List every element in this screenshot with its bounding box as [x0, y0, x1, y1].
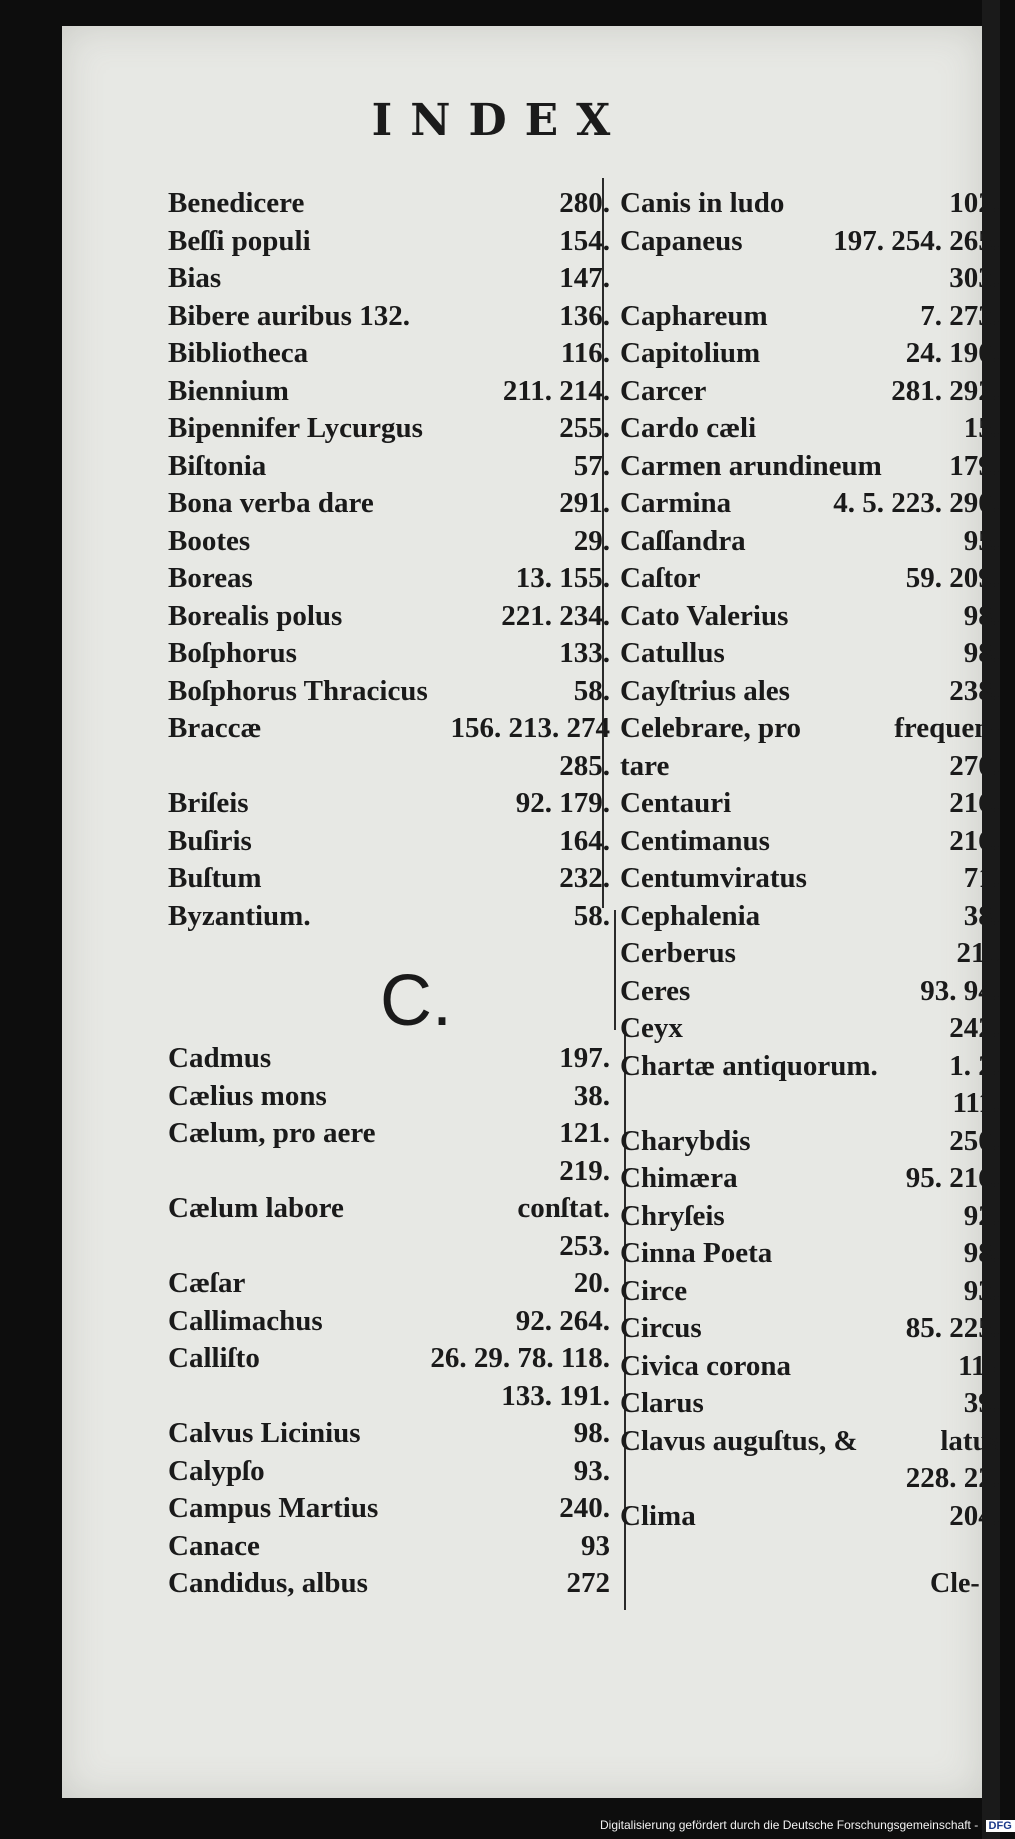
index-pages: 111.: [952, 1087, 1000, 1119]
page-title: INDEX: [371, 95, 629, 146]
index-entry: [620, 973, 1000, 1011]
index-entry: [620, 1348, 1000, 1386]
index-pages: conſtat.: [517, 1192, 610, 1224]
index-entry: [620, 185, 1000, 223]
index-entry: [168, 1153, 610, 1191]
index-entry: [168, 1265, 610, 1303]
index-pages: 4. 5. 223. 290.: [833, 487, 1000, 519]
index-entry: [168, 823, 610, 861]
index-term: Caſtor: [620, 562, 701, 594]
index-pages: 7. 273.: [920, 299, 1000, 332]
index-entry: [168, 598, 610, 636]
index-entry: [168, 410, 610, 448]
index-entry: [168, 1528, 610, 1566]
index-entry: [168, 485, 610, 523]
index-term: Calvus Licinius: [168, 1417, 361, 1449]
index-entry: [620, 1085, 1000, 1123]
index-pages: 98.: [963, 637, 1000, 669]
index-term: Chryſeis: [620, 1199, 725, 1232]
index-term: Chartæ antiquorum.: [620, 1049, 878, 1082]
index-pages: 85. 225.: [905, 1312, 1000, 1344]
index-term: Cerberus: [620, 937, 736, 969]
index-term: Carmina: [620, 487, 732, 519]
index-entry: [620, 673, 1000, 711]
index-entry: [620, 710, 1000, 748]
index-pages: 197.: [559, 1042, 610, 1074]
index-term: Centumviratus: [620, 862, 807, 894]
index-pages: 93.: [573, 1454, 610, 1487]
index-pages: 216: [956, 937, 1000, 969]
index-term: Clarus: [620, 1387, 704, 1419]
index-entry: [168, 710, 610, 748]
index-pages: 133. 191.: [501, 1379, 610, 1412]
index-pages: 38.: [573, 1079, 610, 1112]
index-pages: frequen-: [894, 712, 1000, 744]
index-entry: [168, 1190, 610, 1228]
index-term: Cæſar: [168, 1267, 246, 1299]
index-term: Biennium: [168, 374, 289, 407]
index-entry: [168, 373, 610, 411]
index-pages: 102.: [949, 187, 1000, 219]
index-pages: 93: [581, 1529, 610, 1562]
index-term: Civica corona: [620, 1349, 792, 1382]
index-term: Carmen arundineum: [620, 449, 882, 482]
index-term: Cælum, pro aere: [168, 1117, 376, 1149]
index-term: Boreas: [168, 562, 253, 594]
index-pages: 221. 234.: [501, 599, 610, 632]
index-entry: [620, 1198, 1000, 1236]
index-pages: 93. 94.: [920, 974, 1000, 1007]
index-entry: [620, 373, 1000, 411]
index-term: Caſſandra: [620, 524, 746, 557]
index-entry: [620, 560, 1000, 598]
index-pages: 15.: [963, 412, 1000, 444]
section-letter: C.: [380, 961, 452, 1041]
index-pages: 95. 216.: [905, 1162, 1000, 1194]
index-entry: [620, 598, 1000, 636]
index-pages: 92. 179.: [515, 787, 610, 819]
index-pages: 57.: [573, 449, 610, 482]
catchword: Cle-: [930, 1568, 980, 1599]
index-pages: 272: [566, 1567, 610, 1599]
index-pages: 98.: [963, 1237, 1000, 1269]
index-entry: [620, 1498, 1000, 1536]
index-entry: [620, 1010, 1000, 1048]
index-term: Circus: [620, 1312, 702, 1344]
index-term: Chimæra: [620, 1162, 738, 1194]
index-term: Bona verba dare: [168, 487, 374, 519]
index-term: Benedicere: [168, 187, 305, 219]
index-term: Byzantium.: [168, 899, 311, 932]
index-entry: [620, 1423, 1000, 1461]
index-pages: 280.: [559, 187, 610, 219]
index-term: Boſphorus Thracicus: [168, 674, 428, 707]
index-pages: 92.: [963, 1199, 1000, 1232]
index-pages: 179.: [949, 449, 1000, 482]
index-term: Bibliotheca: [168, 337, 309, 369]
index-entry: [168, 785, 610, 823]
index-pages: 1. 2.: [949, 1049, 1000, 1082]
index-entry: [168, 185, 610, 223]
index-term: Callimachus: [168, 1304, 323, 1337]
index-pages: 38.: [963, 899, 1000, 932]
index-pages: 71.: [963, 862, 1000, 894]
index-pages: 228. 22.: [905, 1462, 1000, 1494]
index-pages: 116.: [560, 337, 610, 369]
index-pages: 250.: [949, 1124, 1000, 1157]
footer-text: Digitalisierung gefördert durch die Deutsche Forschungsgemeinschaft -: [600, 1818, 979, 1832]
index-term: Borealis polus: [168, 599, 343, 632]
index-pages: 20.: [573, 1267, 610, 1299]
index-pages: 39.: [963, 1387, 1000, 1419]
index-term: Cato Valerius: [620, 599, 789, 632]
index-pages: 92. 264.: [515, 1304, 610, 1337]
index-entry: [168, 1115, 610, 1153]
index-term: Ceyx: [620, 1012, 683, 1044]
index-pages: 26. 29. 78. 118.: [430, 1342, 610, 1374]
index-entry: [620, 1273, 1000, 1311]
index-entry: [168, 748, 610, 786]
index-term: Bootes: [168, 524, 251, 557]
index-term: Clavus auguſtus, &: [620, 1424, 858, 1457]
index-pages: 147.: [559, 262, 610, 294]
index-term: Cælius mons: [168, 1079, 327, 1112]
index-entry: [168, 1453, 610, 1491]
index-pages: 285.: [559, 749, 610, 782]
index-term: Catullus: [620, 637, 725, 669]
index-term: Celebrare, pro: [620, 712, 801, 744]
index-term: Biſtonia: [168, 449, 267, 482]
index-entry: [168, 898, 610, 936]
index-term: Campus Martius: [168, 1492, 379, 1524]
index-term: Cælum labore: [168, 1192, 344, 1224]
index-term: tare: [620, 749, 670, 782]
index-column-left-c: [168, 1040, 610, 1603]
index-entry: [168, 673, 610, 711]
index-pages: 216.: [949, 787, 1000, 819]
index-term: Caphareum: [620, 299, 768, 332]
index-term: Beſſi populi: [168, 224, 311, 257]
index-pages: 242.: [949, 1012, 1000, 1044]
index-column-right: [620, 185, 1000, 1535]
index-pages: 98.: [963, 599, 1000, 632]
index-pages: 154.: [559, 224, 610, 257]
index-entry: [620, 1385, 1000, 1423]
index-term: Candidus, albus: [168, 1567, 368, 1599]
index-entry: [620, 1160, 1000, 1198]
index-entry: [168, 1228, 610, 1266]
index-term: Bibere auribus 132.: [168, 299, 410, 332]
index-pages: 270.: [949, 749, 1000, 782]
index-pages: 98.: [573, 1417, 610, 1449]
index-term: Capaneus: [620, 224, 743, 257]
index-pages: 24. 190.: [905, 337, 1000, 369]
index-term: Canace: [168, 1529, 260, 1562]
index-entry: [168, 1490, 610, 1528]
index-entry: [620, 298, 1000, 336]
index-entry: [620, 1235, 1000, 1273]
index-entry: [168, 1378, 610, 1416]
index-term: Calliſto: [168, 1342, 260, 1374]
index-term: Ceres: [620, 974, 691, 1007]
index-entry: [620, 223, 1000, 261]
index-entry: [168, 1565, 610, 1603]
index-entry: [168, 560, 610, 598]
index-term: Centimanus: [620, 824, 770, 857]
index-entry: [620, 410, 1000, 448]
index-term: Briſeis: [168, 787, 249, 819]
index-entry: [168, 523, 610, 561]
index-pages: 13. 155.: [515, 562, 610, 594]
index-pages: 281. 292.: [891, 374, 1000, 407]
index-term: Bias: [168, 262, 222, 294]
index-pages: 204.: [949, 1499, 1000, 1532]
index-term: Canis in ludo: [620, 187, 785, 219]
index-entry: [620, 785, 1000, 823]
index-pages: 211. 214.: [502, 374, 610, 407]
index-pages: 216.: [949, 824, 1000, 857]
index-term: Cayſtrius ales: [620, 674, 790, 707]
index-entry: [620, 898, 1000, 936]
index-pages: 232.: [559, 862, 610, 894]
index-entry: [620, 860, 1000, 898]
index-term: Bipennifer Lycurgus: [168, 412, 423, 444]
index-pages: 58.: [573, 899, 610, 932]
index-entry: [620, 448, 1000, 486]
index-pages: 95.: [963, 524, 1000, 557]
index-entry: [168, 1340, 610, 1378]
index-term: Carcer: [620, 374, 707, 407]
index-pages: 219.: [559, 1154, 610, 1187]
index-pages: 303.: [949, 262, 1000, 294]
index-entry: [620, 935, 1000, 973]
index-term: Charybdis: [620, 1124, 751, 1157]
index-term: Cardo cæli: [620, 412, 757, 444]
index-term: Clima: [620, 1499, 696, 1532]
index-pages: 58.: [573, 674, 610, 707]
index-entry: [620, 485, 1000, 523]
index-entry: [620, 1460, 1000, 1498]
index-term: Braccæ: [168, 712, 262, 744]
index-pages: 115: [958, 1349, 1000, 1382]
index-pages: 240.: [559, 1492, 610, 1524]
index-term: Cephalenia: [620, 899, 761, 932]
index-pages: 197. 254. 265.: [833, 224, 1000, 257]
index-pages: 93.: [963, 1274, 1000, 1307]
index-entry: [620, 523, 1000, 561]
index-term: Buſtum: [168, 862, 262, 894]
dfg-logo: DFG: [986, 1820, 1015, 1832]
column-divider: [614, 910, 616, 1030]
index-entry: [168, 335, 610, 373]
index-pages: 133.: [559, 637, 610, 669]
index-entry: [168, 635, 610, 673]
index-term: Centauri: [620, 787, 732, 819]
index-entry: [168, 1415, 610, 1453]
index-pages: 121.: [559, 1117, 610, 1149]
index-pages: 156. 213. 274: [450, 712, 610, 744]
index-entry: [620, 1048, 1000, 1086]
index-term: Cadmus: [168, 1042, 272, 1074]
index-term: Capitolium: [620, 337, 761, 369]
index-entry: [168, 1040, 610, 1078]
index-pages: 29.: [573, 524, 610, 557]
index-pages: 136.: [559, 299, 610, 332]
index-pages: latus: [940, 1424, 1000, 1457]
index-pages: 238.: [949, 674, 1000, 707]
index-term: Circe: [620, 1274, 688, 1307]
index-pages: 164.: [559, 824, 610, 857]
index-entry: [620, 1123, 1000, 1161]
index-entry: [168, 860, 610, 898]
index-column-left: [168, 185, 610, 935]
index-entry: [168, 298, 610, 336]
digitization-footer: [600, 1818, 1015, 1832]
index-entry: [620, 748, 1000, 786]
index-term: Boſphorus: [168, 637, 297, 669]
index-entry: [620, 635, 1000, 673]
index-entry: [168, 260, 610, 298]
index-entry: [620, 335, 1000, 373]
index-entry: [620, 823, 1000, 861]
index-entry: [620, 260, 1000, 298]
index-entry: [168, 223, 610, 261]
index-pages: 59. 209.: [905, 562, 1000, 594]
index-term: Cinna Poeta: [620, 1237, 773, 1269]
index-pages: 253.: [559, 1229, 610, 1262]
index-pages: 255.: [559, 412, 610, 444]
index-entry: [168, 1303, 610, 1341]
index-entry: [620, 1310, 1000, 1348]
index-entry: [168, 1078, 610, 1116]
index-pages: 291.: [559, 487, 610, 519]
index-term: Calypſo: [168, 1454, 265, 1487]
index-term: Buſiris: [168, 824, 252, 857]
index-entry: [168, 448, 610, 486]
